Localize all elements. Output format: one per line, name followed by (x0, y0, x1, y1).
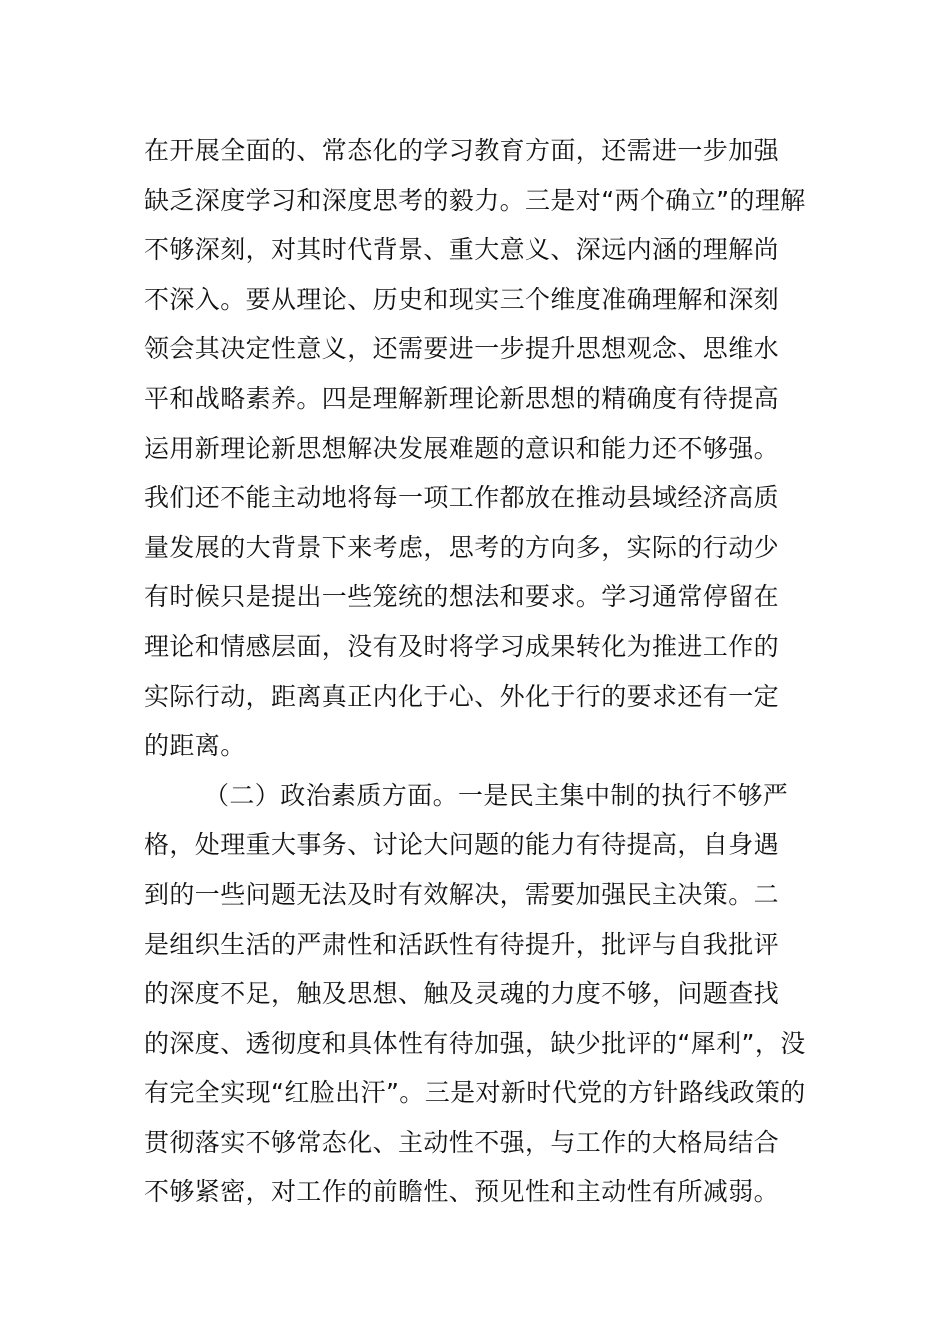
text-line-17: 是组织生活的严肃性和活跃性有待提升，批评与自我批评 (144, 929, 780, 959)
text-line-18: 的深度不足，触及思想、触及灵魂的力度不够，问题查找 (144, 979, 780, 1009)
text-line-22: 不够紧密，对工作的前瞻性、预见性和主动性有所减弱。 (144, 1177, 780, 1207)
text-line-20: 有完全实现“红脸出汗”。三是对新时代党的方针路线政策的 (144, 1078, 806, 1108)
text-line-3: 不够深刻，对其时代背景、重大意义、深远内涵的理解尚 (144, 235, 780, 265)
section-heading-line: （二）政治素质方面。一是民主集中制的执行不够严 (204, 780, 789, 810)
text-line-11: 理论和情感层面，没有及时将学习成果转化为推进工作的 (144, 631, 780, 661)
text-line-8: 我们还不能主动地将每一项工作都放在推动县域经济高质 (144, 483, 780, 513)
text-line-19: 的深度、透彻度和具体性有待加强，缺少批评的“犀利”，没 (144, 1028, 806, 1058)
text-line-15: 格，处理重大事务、讨论大问题的能力有待提高，自身遇 (144, 830, 780, 860)
document-body (144, 126, 824, 1217)
text-line-16: 到的一些问题无法及时有效解决，需要加强民主决策。二 (144, 879, 780, 909)
text-line-10: 有时候只是提出一些笼统的想法和要求。学习通常停留在 (144, 582, 780, 612)
text-line-2: 缺乏深度学习和深度思考的毅力。三是对“两个确立”的理解 (144, 185, 806, 215)
text-line-21: 贯彻落实不够常态化、主动性不强，与工作的大格局结合 (144, 1127, 780, 1157)
text-line-4: 不深入。要从理论、历史和现实三个维度准确理解和深刻 (144, 284, 780, 314)
text-line-5: 领会其决定性意义，还需要进一步提升思想观念、思维水 (144, 334, 780, 364)
text-line-7: 运用新理论新思想解决发展难题的意识和能力还不够强。 (144, 433, 780, 463)
text-line-1: 在开展全面的、常态化的学习教育方面，还需进一步加强 (144, 136, 780, 165)
text-line-12: 实际行动，距离真正内化于心、外化于行的要求还有一定 (144, 681, 780, 711)
text-line-9: 量发展的大背景下来考虑，思考的方向多，实际的行动少 (144, 532, 780, 562)
text-line-13: 的距离。 (144, 731, 246, 761)
text-line-6: 平和战略素养。四是理解新理论新思想的精确度有待提高 (144, 383, 780, 413)
